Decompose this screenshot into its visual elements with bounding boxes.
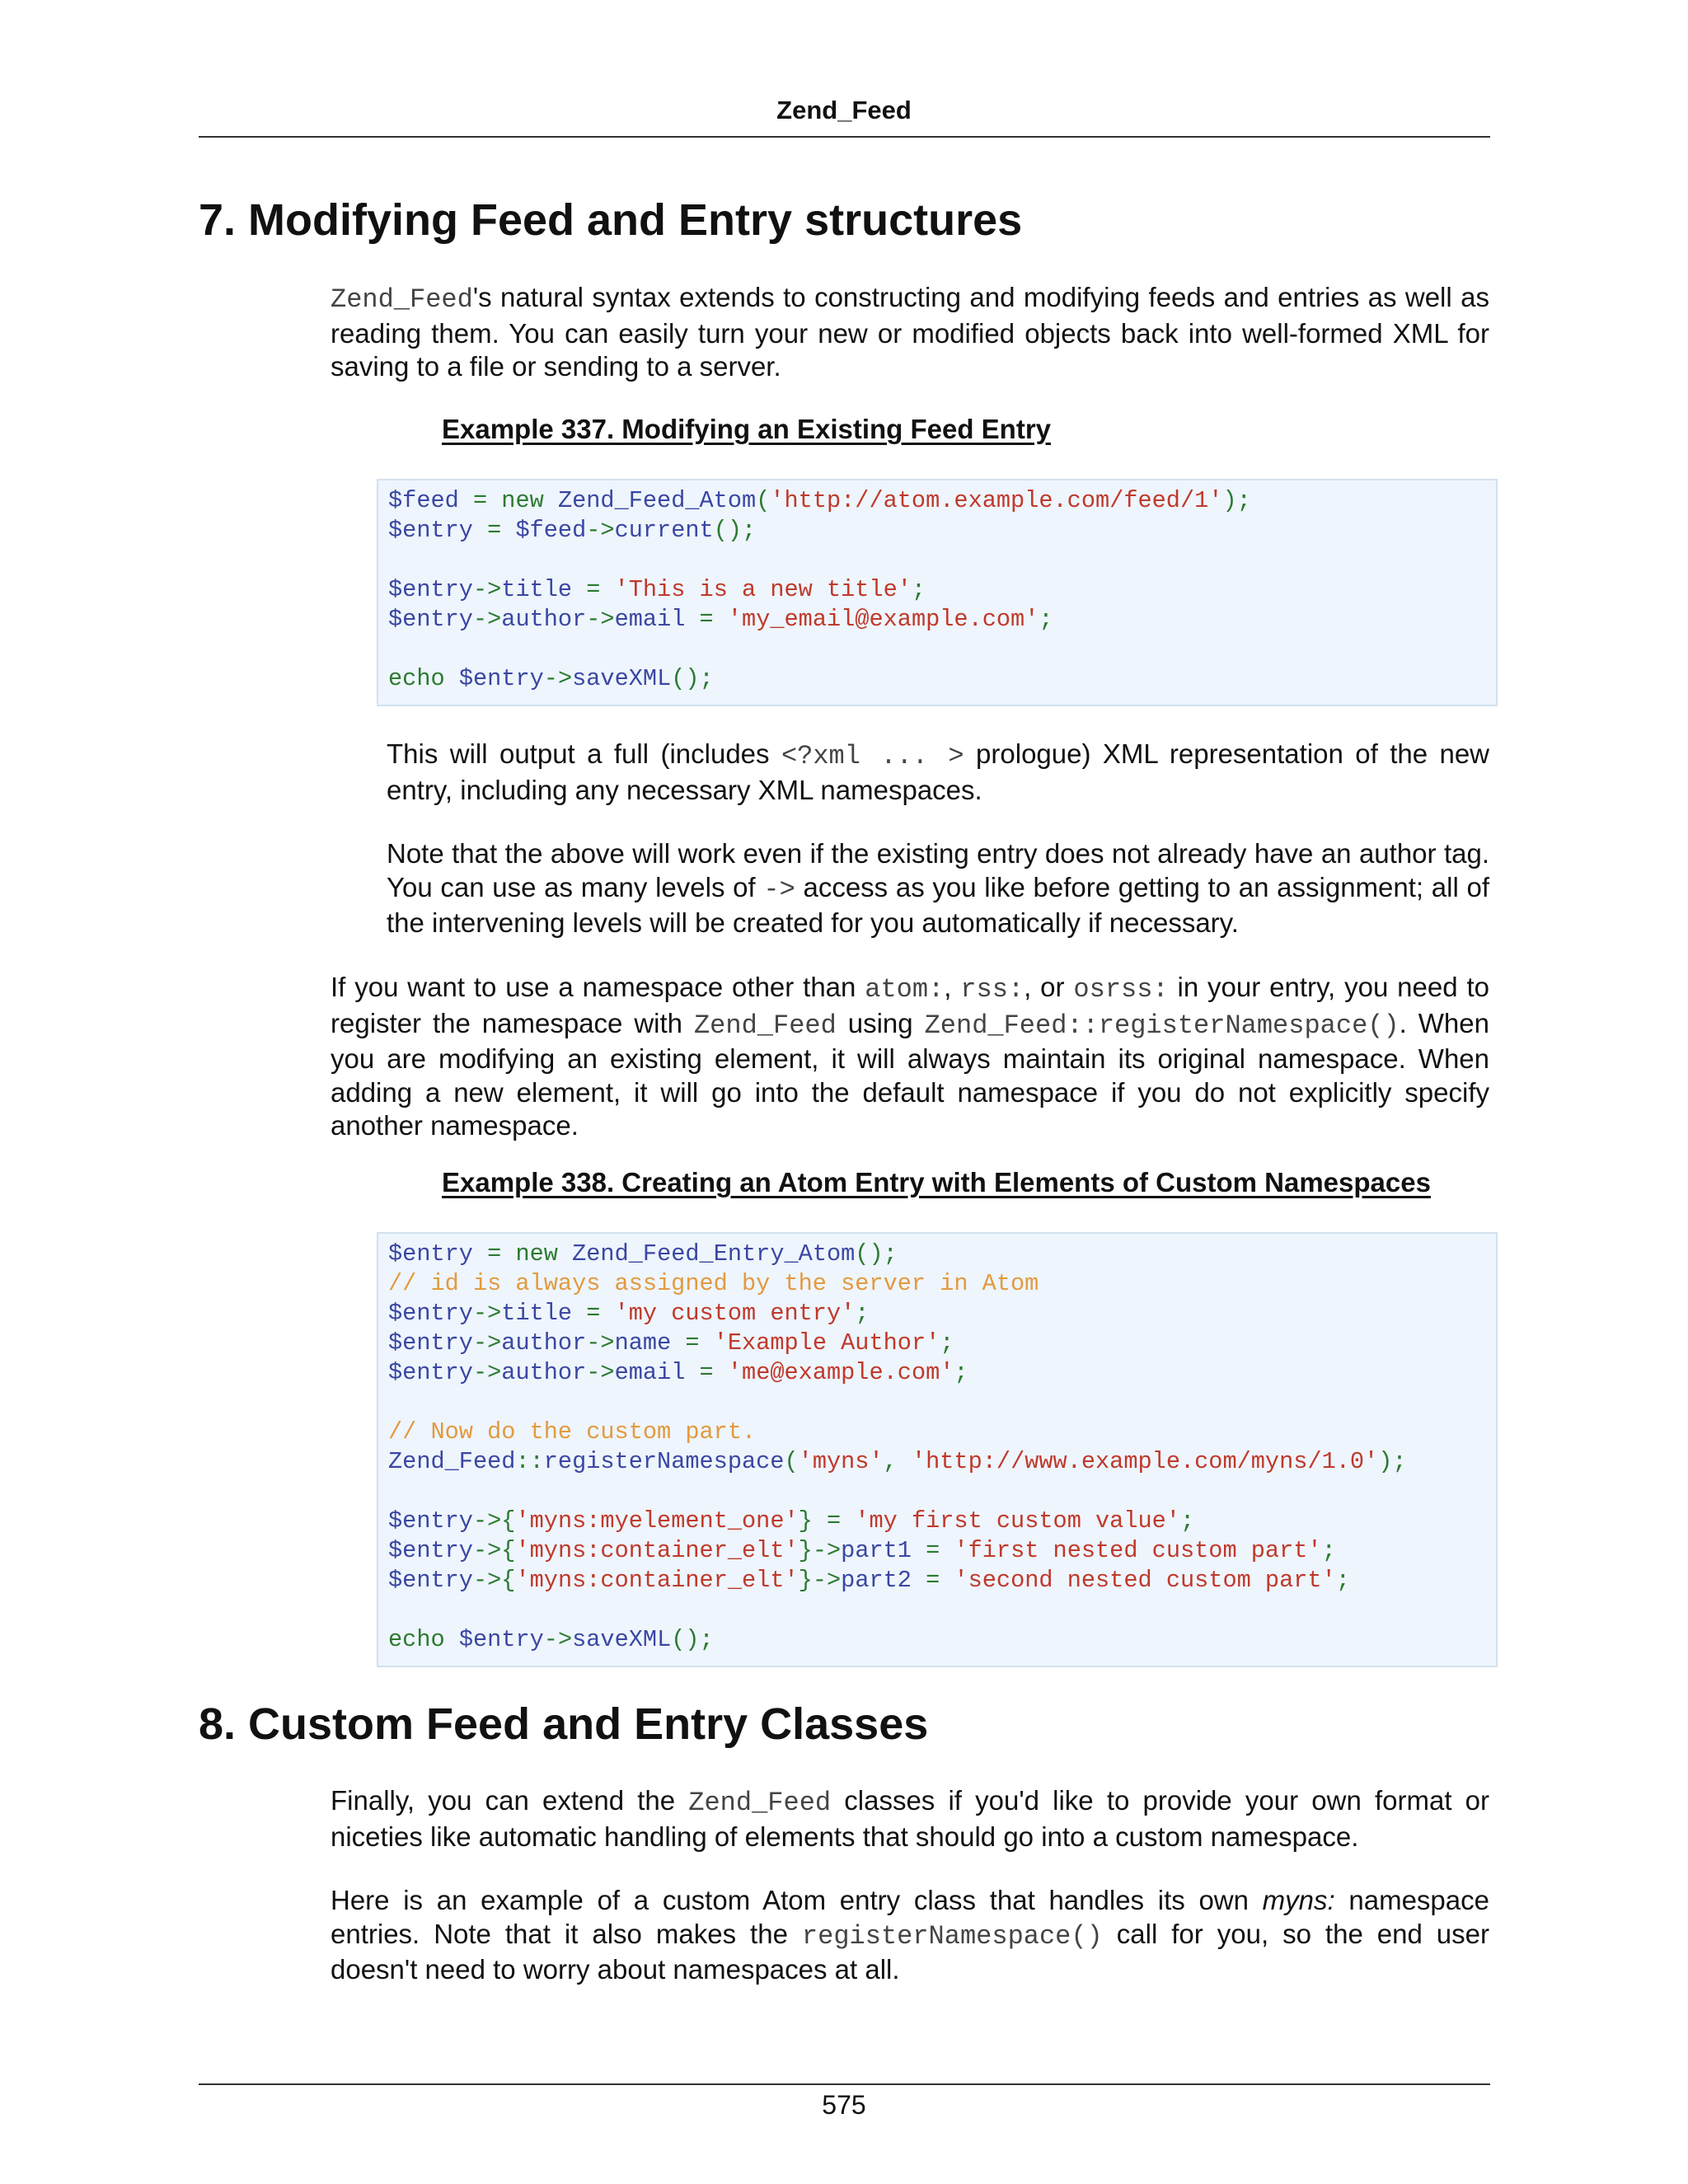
- header-rule: [199, 136, 1490, 138]
- code-token: $entry: [458, 665, 544, 692]
- code-token: ->: [586, 1329, 615, 1357]
- code-token: part1: [841, 1537, 912, 1564]
- code-token: $entry: [388, 1567, 473, 1594]
- code-line: [388, 1358, 1496, 1388]
- paragraph-text: using: [836, 1007, 925, 1038]
- code-token: 'my_email@example.com': [727, 606, 1039, 633]
- code-token: $feed: [515, 517, 587, 544]
- section-7-title: 7. Modifying Feed and Entry structures: [199, 195, 1023, 245]
- code-token: 'first nested custom part': [954, 1537, 1322, 1564]
- section-7-intro: [331, 281, 1489, 384]
- code-token: $entry: [388, 517, 473, 544]
- code-token: new: [501, 487, 544, 514]
- code-token: ->: [586, 517, 615, 544]
- explanation-text: prologue) XML representation of the new entry, including any necessary XML namespaces.: [387, 738, 1490, 805]
- code-token: echo: [388, 1626, 445, 1653]
- example-338-title: Example 338. Creating an Atom Entry with Elements of Custom Namespaces: [442, 1167, 1431, 1197]
- paragraph-text: namespace entries. Note that it also makes the: [331, 1885, 1489, 1949]
- code-token: }: [798, 1567, 813, 1594]
- explanation-text: Note that the above will work even if the existing entry does not already have an author tag. You can use as many levels of: [387, 838, 1489, 902]
- code-token: ,: [883, 1448, 912, 1475]
- code-token: );: [1378, 1448, 1407, 1475]
- code-token: $entry: [388, 1240, 473, 1268]
- running-header: Zend_Feed: [776, 96, 912, 124]
- code-token: Zend_Feed_Entry_Atom: [572, 1240, 856, 1268]
- code-line: [388, 1566, 1496, 1596]
- code-token: author: [501, 606, 587, 633]
- code-token: $entry: [388, 1507, 473, 1535]
- code-token: =: [572, 576, 615, 603]
- code-line: [388, 1447, 1496, 1477]
- code-token: ->: [543, 665, 573, 692]
- code-token: 'myns': [798, 1448, 884, 1475]
- code-token: // Now do the custom part.: [388, 1418, 757, 1446]
- inline-code: Zend_Feed: [688, 1788, 832, 1818]
- code-line: [388, 635, 1496, 664]
- code-token: part2: [841, 1567, 912, 1594]
- code-token: ;: [940, 1329, 954, 1357]
- code-token: ->: [586, 606, 615, 633]
- inline-code: rss:: [960, 974, 1025, 1005]
- code-token: =: [685, 606, 728, 633]
- code-token: ();: [713, 517, 757, 544]
- code-token: ->: [812, 1537, 842, 1564]
- code-token: =: [671, 1329, 714, 1357]
- code-token: [445, 1626, 459, 1653]
- code-token: ->: [472, 606, 502, 633]
- paragraph-text: . When you are modifying an existing element, it will always maintain its original namespace. When adding a new element, it will go into the default namespace if you do not explicitly specify another namespace.: [331, 1007, 1489, 1141]
- emphasized-text: myns:: [1262, 1885, 1335, 1915]
- example-338-code-block: [377, 1232, 1498, 1667]
- code-token: {: [501, 1567, 516, 1594]
- example-337-code-block: [377, 479, 1498, 706]
- inline-code: atom:: [865, 974, 945, 1005]
- code-token: }: [798, 1537, 813, 1564]
- code-token: new: [515, 1240, 558, 1268]
- code-token: =: [572, 1300, 615, 1327]
- code-token: ->: [543, 1626, 573, 1653]
- code-token: [445, 665, 459, 692]
- code-line: [388, 1625, 1496, 1655]
- code-token: ::: [515, 1448, 544, 1475]
- code-token: );: [1222, 487, 1251, 514]
- paragraph-text: ,: [944, 972, 961, 1002]
- code-token: {: [501, 1507, 516, 1535]
- code-token: ;: [954, 1359, 968, 1386]
- code-token: title: [501, 1300, 573, 1327]
- paragraph-text: , or: [1024, 972, 1074, 1002]
- code-token: saveXML: [572, 665, 672, 692]
- code-token: =: [911, 1537, 954, 1564]
- code-token: Zend_Feed: [388, 1448, 516, 1475]
- code-token: ->: [472, 1507, 502, 1535]
- code-token: saveXML: [572, 1626, 672, 1653]
- code-token: Zend_Feed_Atom: [557, 487, 757, 514]
- code-token: ;: [855, 1300, 870, 1327]
- code-token: ->: [586, 1359, 615, 1386]
- code-token: 'This is a new title': [614, 576, 912, 603]
- code-token: 'me@example.com': [727, 1359, 954, 1386]
- code-token: ->: [472, 576, 502, 603]
- code-token: $entry: [388, 1359, 473, 1386]
- code-line: [388, 1269, 1496, 1299]
- code-token: ->: [472, 1359, 502, 1386]
- code-line: [388, 1240, 1496, 1269]
- inline-code: Zend_Feed: [331, 284, 473, 315]
- code-token: email: [614, 606, 686, 633]
- code-token: ;: [1179, 1507, 1195, 1535]
- code-token: ->: [472, 1329, 502, 1357]
- code-token: ->: [472, 1537, 502, 1564]
- paragraph-text: in your entry, you need to register the namespace with: [331, 972, 1489, 1038]
- code-token: 'Example Author': [713, 1329, 940, 1357]
- explanation-text: access as you like before getting to an assignment; all of the intervening levels will be created for you automatically if necessary.: [387, 871, 1489, 938]
- code-token: }: [798, 1507, 813, 1535]
- code-token: 'http://atom.example.com/feed/1': [770, 487, 1223, 514]
- code-token: [544, 487, 558, 514]
- code-line: [388, 546, 1496, 575]
- code-token: {: [501, 1537, 516, 1564]
- inline-code: <?xml ... >: [781, 741, 964, 771]
- code-token: =: [685, 1359, 728, 1386]
- code-token: 'second nested custom part': [954, 1567, 1336, 1594]
- code-token: // id is always assigned by the server in Atom: [388, 1270, 1039, 1297]
- code-token: registerNamespace: [543, 1448, 785, 1475]
- code-line: [388, 1536, 1496, 1566]
- code-token: name: [614, 1329, 672, 1357]
- code-token: author: [501, 1329, 587, 1357]
- code-token: title: [501, 576, 573, 603]
- code-token: =: [812, 1507, 856, 1535]
- code-line: [388, 1299, 1496, 1329]
- code-token: $feed: [388, 487, 459, 514]
- code-token: echo: [388, 665, 445, 692]
- paragraph-text: Finally, you can extend the: [331, 1785, 689, 1816]
- code-line: [388, 1507, 1496, 1536]
- example-337-title: Example 337. Modifying an Existing Feed Entry: [442, 414, 1052, 444]
- namespace-paragraph: [331, 971, 1489, 1143]
- code-token: email: [614, 1359, 686, 1386]
- code-token: 'myns:container_elt': [515, 1567, 799, 1594]
- code-line: [388, 1477, 1496, 1507]
- section-8-paragraph-1: [331, 1784, 1489, 1854]
- code-token: ;: [1039, 606, 1053, 633]
- code-token: (: [756, 487, 771, 514]
- code-token: ();: [671, 1626, 714, 1653]
- example-337-explanation-1: [387, 738, 1489, 807]
- code-token: $entry: [388, 1537, 473, 1564]
- inline-code: Zend_Feed: [693, 1010, 837, 1041]
- inline-code: registerNamespace(): [801, 1920, 1103, 1952]
- code-token: $entry: [388, 606, 473, 633]
- intro-text: 's natural syntax extends to constructing and modifying feeds and entries as well as reading them. You can easily turn your new or modified objects back into well-formed XML for saving to a file or sending to a server.: [331, 282, 1489, 382]
- page-number: 575: [822, 2090, 866, 2120]
- paragraph-text: call for you, so the end user doesn't need to worry about namespaces at all.: [331, 1918, 1490, 1985]
- code-token: current: [614, 517, 714, 544]
- code-token: ;: [911, 576, 926, 603]
- example-337-explanation-2: [387, 837, 1489, 940]
- code-token: author: [501, 1359, 587, 1386]
- code-token: =: [458, 487, 502, 514]
- code-line: [388, 1596, 1496, 1625]
- code-line: [388, 516, 1496, 546]
- code-token: $entry: [388, 576, 473, 603]
- code-line: [388, 486, 1496, 516]
- code-token: ();: [671, 665, 714, 692]
- code-token: 'my custom entry': [614, 1300, 856, 1327]
- code-token: $entry: [458, 1626, 544, 1653]
- explanation-text: This will output a full (includes: [387, 738, 781, 769]
- inline-code: Zend_Feed::registerNamespace(): [924, 1010, 1400, 1041]
- code-line: [388, 1388, 1496, 1418]
- inline-code: osrss:: [1073, 974, 1169, 1005]
- inline-code: ->: [763, 874, 795, 905]
- code-token: 'my first custom value': [855, 1507, 1180, 1535]
- code-token: ->: [472, 1567, 502, 1594]
- code-token: ();: [855, 1240, 898, 1268]
- code-token: $entry: [388, 1300, 473, 1327]
- code-line: [388, 605, 1496, 635]
- code-token: $entry: [388, 1329, 473, 1357]
- code-token: [558, 1240, 572, 1268]
- code-line: [388, 664, 1496, 694]
- paragraph-text: If you want to use a namespace other than: [331, 972, 865, 1002]
- paragraph-text: Here is an example of a custom Atom entry class that handles its own: [331, 1885, 1263, 1915]
- code-line: [388, 1418, 1496, 1447]
- section-8-title: 8. Custom Feed and Entry Classes: [199, 1699, 929, 1749]
- code-token: 'myns:container_elt': [515, 1537, 799, 1564]
- code-token: ->: [472, 1300, 502, 1327]
- code-token: 'http://www.example.com/myns/1.0': [911, 1448, 1379, 1475]
- section-8-paragraph-2: [331, 1884, 1489, 1987]
- code-token: =: [911, 1567, 954, 1594]
- paragraph-text: classes if you'd like to provide your own format or niceties like automatic handling of elements that should go into a custom namespace.: [331, 1785, 1489, 1852]
- code-line: [388, 1329, 1496, 1358]
- footer-rule: [199, 2083, 1490, 2085]
- code-token: =: [472, 517, 516, 544]
- code-line: [388, 575, 1496, 605]
- code-token: =: [472, 1240, 516, 1268]
- code-token: (: [784, 1448, 799, 1475]
- code-token: 'myns:myelement_one': [515, 1507, 799, 1535]
- code-token: ->: [812, 1567, 842, 1594]
- code-token: ;: [1335, 1567, 1350, 1594]
- code-token: ;: [1321, 1537, 1336, 1564]
